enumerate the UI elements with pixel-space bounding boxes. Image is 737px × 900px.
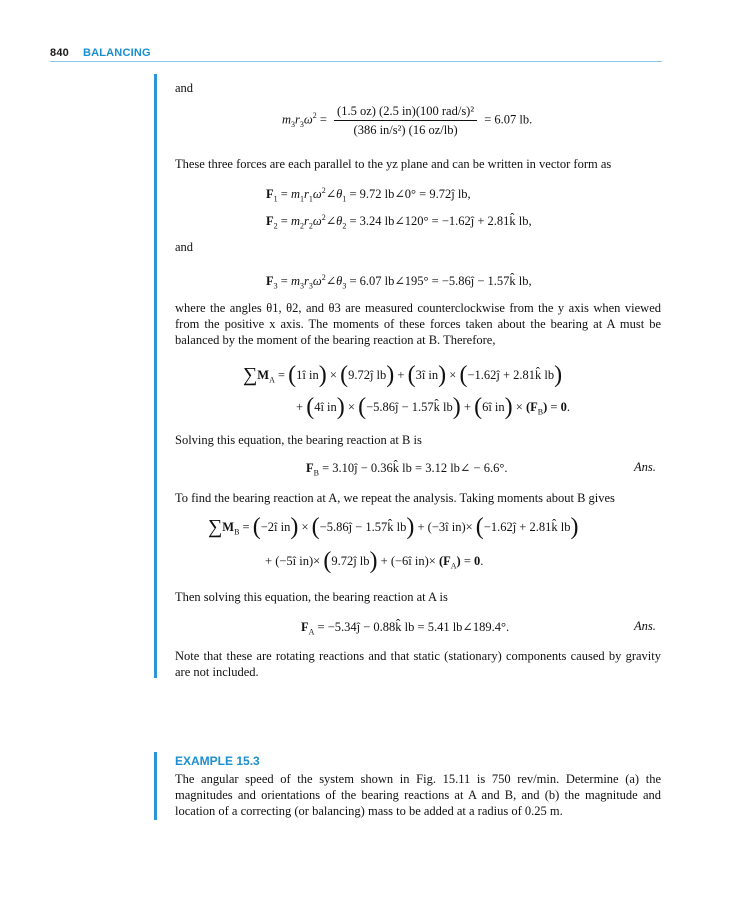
equation-f3-rhs: = 6.07 lb∠195° = −5.86ĵ − 1.57k̂ lb, [349, 274, 532, 289]
equation-f2: $F_2$ = $m_2r_2\omega^2\angle\theta_2 = 3.24$ lb∠120° = −1.62ĵ + 2.81k̂ lb, [266, 213, 532, 231]
equation-f3: $F_3$ = $m_3r_3\omega^2\angle\theta_3 = 6.07$ lb∠195° = −5.86ĵ − 1.57k̂ lb, [266, 273, 532, 291]
fraction-numerator: (1.5 oz) (2.5 in)(100 rad/s)² [334, 103, 477, 121]
text-and-1: and [175, 81, 194, 95]
term: 1î in [296, 368, 319, 382]
term: −2î in [260, 520, 291, 534]
paragraph-solving-b: Solving this equation, the bearing reaction at B is [175, 433, 422, 447]
term: 9.72ĵ lb [331, 554, 370, 568]
equation-f1-rhs: = 9.72 lb∠0° = 9.72ĵ lb, [349, 187, 471, 202]
term: −5.86ĵ − 1.57k̂ lb [319, 520, 407, 534]
section-title: BALANCING [82, 47, 151, 59]
equation-m3r3: $m_3r_3\omega^2$ = $\frac{\text{(1.5 oz) (2.5 in)(100 rad/s)²}}{\text{(386 in/s²) (16 oz/lb)}}$ = 6.07 lb. [282, 104, 533, 137]
paragraph-angles: where the angles θ1, θ2, and θ3 are measured counterclockwise from the y axis when viewed from the positive x axis. The moments of these forces taken about the bearing at A must be balanced by the moment of the bearing reaction at B. Therefore, [175, 301, 661, 347]
continuation-bar [154, 74, 157, 678]
example-title: EXAMPLE 15.3 [175, 754, 260, 768]
fraction [334, 103, 477, 138]
equation-fa-rhs: = −5.34ĵ − 0.88k̂ lb = 5.41 lb∠189.4°. [317, 620, 510, 634]
fraction-denominator: (386 in/s²) (16 oz/lb) [353, 123, 458, 137]
equation-moment-a-line-1: $\sum M_A$ = (1î in) × (9.72ĵ lb) + (3î in) × (−1.62ĵ + 2.81k̂ lb) [243, 362, 563, 388]
equation-f1: $F_1$ = $m_1r_1\omega^2\angle\theta_1 = 9.72$ lb∠0° = 9.72ĵ lb, [266, 186, 471, 204]
example-bar [154, 752, 157, 820]
paragraph-find-a: To find the bearing reaction at A, we repeat the analysis. Taking moments about B gives [175, 491, 615, 505]
term: 6î in [482, 400, 505, 414]
paragraph-note: Note that these are rotating reactions and that static (stationary) components caused by gravity are not included. [175, 649, 661, 679]
equation-moment-b-line-1: $\sum M_B$ = (−2î in) × (−5.86ĵ − 1.57k̂ lb) + (−3î in)× (−1.62ĵ + 2.81k̂ lb) [208, 514, 579, 540]
example-body: The angular speed of the system shown in Fig. 15.11 is 750 rev/min. Determine (a) the magnitudes and orientations of the bearing reactions at A and B, and (b) the magnitude and location of a correcting (or balancing) mass to be added at a radius of 0.25 m. [175, 772, 661, 818]
paragraph-forces: These three forces are each parallel to the yz plane and can be written in vector form as [175, 157, 612, 171]
equation-fa: $F_A$ = −5.34ĵ − 0.88k̂ lb = 5.41 lb∠189.4°. [301, 620, 510, 637]
term: 4î in [314, 400, 337, 414]
term: (−3î in)× [427, 520, 473, 534]
term: 3î in [415, 368, 439, 382]
equation-moment-b-line-2: + (−5î in)× (9.72ĵ lb) + (−6î $in)\times (F_A) = 0$. [265, 548, 484, 574]
equation-moment-a-line-2: + (4î in) × (−5.86ĵ − 1.57k̂ lb) + (6î $in) \times (F_B) = 0$. [296, 394, 570, 420]
term: 9.72ĵ lb [348, 368, 387, 382]
paragraph-solving-a: Then solving this equation, the bearing reaction at A is [175, 590, 448, 604]
answer-label-b: Ans. [634, 460, 656, 474]
page-number: 840 [50, 47, 69, 59]
answer-label-a: Ans. [634, 619, 656, 633]
equation-f2-rhs: = 3.24 lb∠120° = −1.62ĵ + 2.81k̂ lb, [349, 214, 532, 229]
term: (−5î in)× [275, 554, 321, 568]
term: −1.62ĵ + 2.81k̂ lb [467, 368, 555, 382]
equation-fb: $F_B$ = 3.10ĵ − 0.36k̂ lb = 3.12 lb∠ − 6.6°. [306, 461, 508, 478]
term: (−6î in)× [390, 554, 436, 568]
header-rule [50, 61, 662, 62]
term: −5.86ĵ − 1.57k̂ lb [366, 400, 453, 414]
term: −1.62ĵ + 2.81k̂ lb [483, 520, 571, 534]
text-and-2: and [175, 240, 194, 254]
equation-result: = 6.07 lb. [484, 112, 533, 127]
running-header [50, 47, 151, 59]
equation-fb-rhs: = 3.10ĵ − 0.36k̂ lb = 3.12 lb∠ − 6.6°. [322, 461, 508, 475]
